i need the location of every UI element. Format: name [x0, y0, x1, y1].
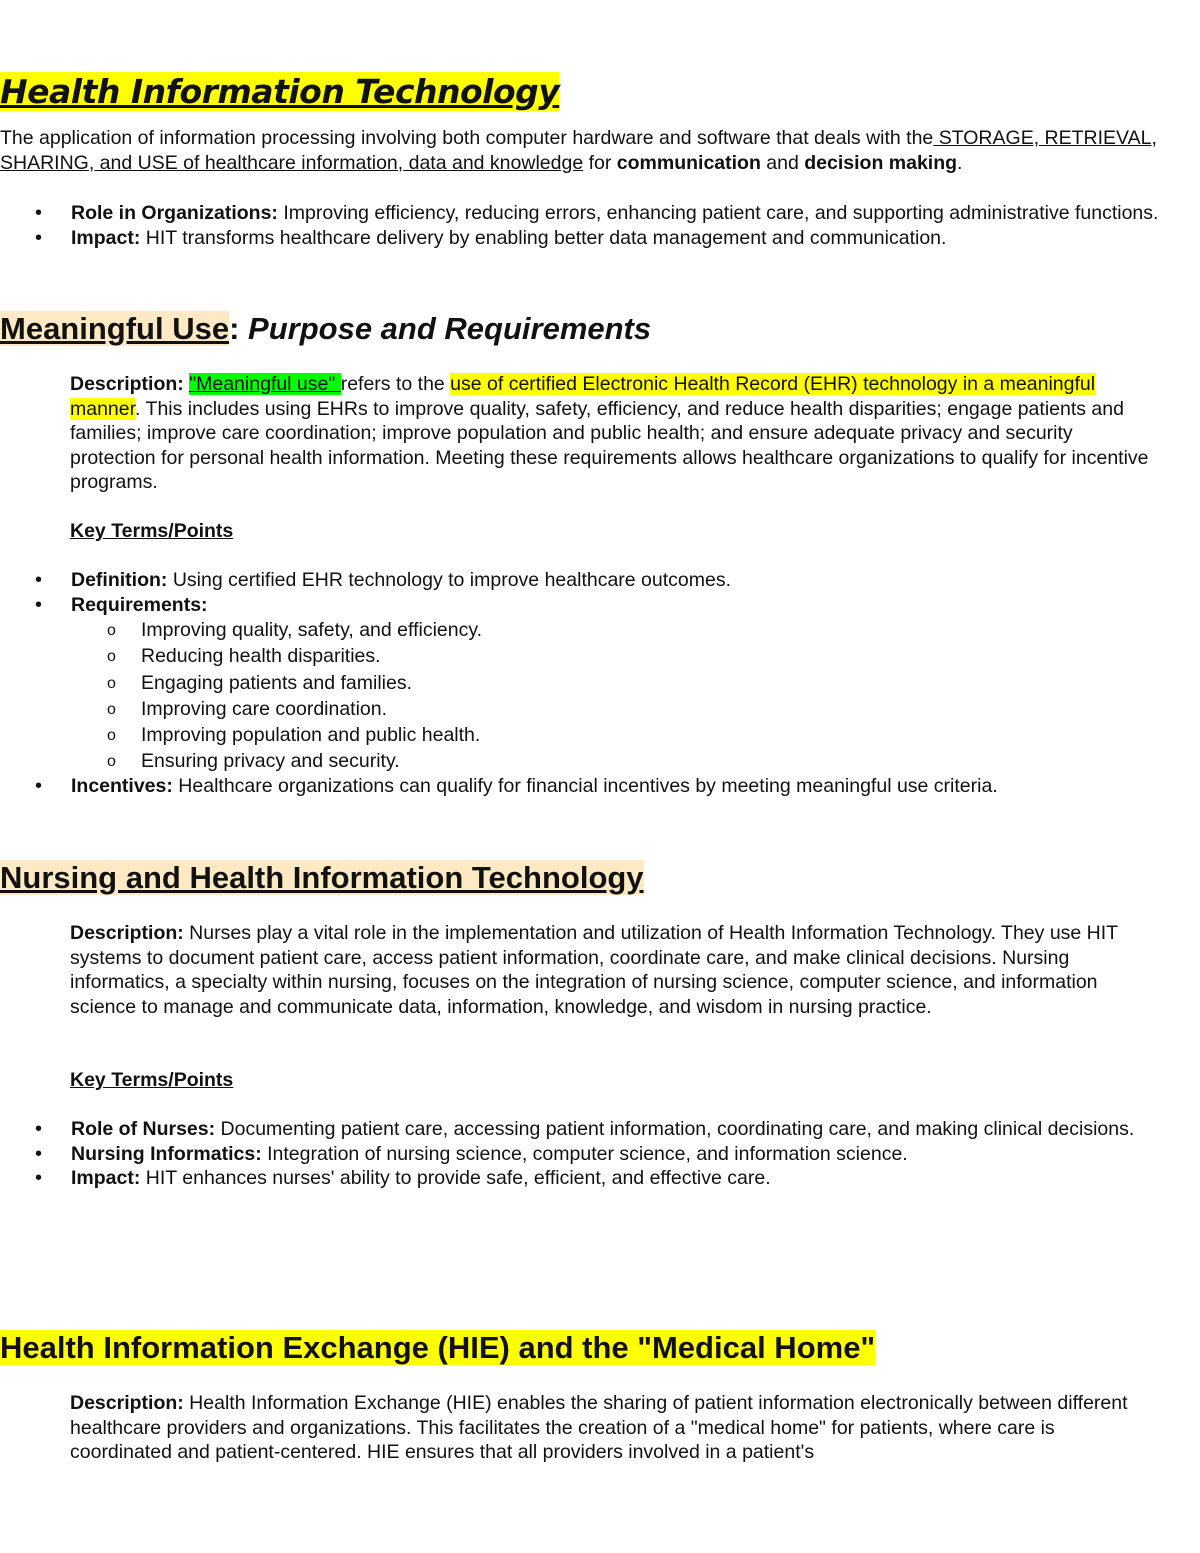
- list-item: [0, 1142, 1160, 1167]
- hit-def-underlined: STORAGE, RETRIEVAL, SHARING, and USE of healthcare information, data and knowledge: [0, 127, 1157, 174]
- desc-text: Nurses play a vital role in the implementation and utilization of Health Information Technology. They use HIT systems to document patient care, access patient information, coordinate care, and make clinical decisions. Nursing informatics, a specialty within nursing, focuses on the integration of nursing science, computer science, and information science to manage and communicate data, information, knowledge, and wisdom in nursing practice.: [70, 922, 1118, 1018]
- sub-item-text: Improving population and public health.: [141, 724, 481, 746]
- hit-definition: [0, 126, 1160, 175]
- key-terms-heading-mu: [70, 520, 1160, 543]
- bullet-text: HIT enhances nurses' ability to provide safe, efficient, and effective care.: [140, 1167, 771, 1190]
- list-item: [0, 774, 1160, 799]
- title-part-1: Meaningful Use: [0, 311, 230, 346]
- hit-def-and: and: [760, 151, 805, 174]
- section-hit-heading-wrap: [0, 70, 559, 114]
- sub-item-text: Reducing health disparities.: [141, 645, 381, 668]
- section-hie-heading-wrap: [0, 1328, 875, 1368]
- hit-def-for: for: [583, 151, 617, 174]
- bullet-label: Requirements:: [71, 593, 208, 616]
- bullet-label: Nursing Informatics:: [71, 1142, 262, 1165]
- bullet-glyph: •: [35, 775, 43, 798]
- bullet-text: Documenting patient care, accessing patient information, coordinating care, and making clinical decisions.: [215, 1118, 1135, 1140]
- sub-list-item: [0, 696, 1160, 722]
- section-meaningful-use-heading-wrap: [0, 309, 651, 349]
- bullet-label: Impact:: [71, 1167, 141, 1190]
- desc-text: Health Information Exchange (HIE) enables the sharing of patient information electronically between different healthcare providers and organizations. This facilitates the creation of a "medical home" for patients, where care is coordinated and patient-centered. HIE ensures that all providers involved in a patient's: [70, 1392, 1128, 1464]
- hit-def-start: The application of information processing involving both computer hardware and software that deals with the: [0, 127, 934, 149]
- bullet-glyph: •: [35, 202, 43, 224]
- sub-item-text: Ensuring privacy and security.: [141, 750, 400, 773]
- bullet-label: Incentives:: [71, 775, 173, 798]
- desc-label: Description:: [70, 373, 184, 395]
- desc-rest: . This includes using EHRs to improve quality, safety, efficiency, and reduce health disparities; engage patients and families; improve care coordination; improve population and public health; and ensure adequate privacy and security protection for personal health information. Meeting these requirements allows healthcare organizations to qualify for incentive programs.: [70, 397, 1149, 494]
- sub-bullet-glyph: o: [107, 674, 116, 692]
- highlight-green-term: "Meaningful use": [189, 373, 341, 395]
- hit-def-decision: decision making: [804, 151, 958, 174]
- sub-bullet-glyph: o: [107, 648, 116, 666]
- bullet-text: Healthcare organizations can qualify for financial incentives by meeting meaningful use criteria.: [172, 775, 998, 798]
- section-title-hie: Health Information Exchange (HIE) and the "Medical Home": [0, 1330, 876, 1365]
- sub-item-text: Improving quality, safety, and efficiency.: [141, 619, 483, 642]
- list-item: [0, 1117, 1160, 1142]
- section-title-nursing: Nursing and Health Information Technology: [0, 860, 644, 895]
- section-nursing-heading-wrap: [0, 858, 644, 898]
- mu-bullet-list: [0, 568, 1160, 799]
- desc-label: Description:: [70, 1392, 184, 1414]
- list-item: [0, 1166, 1160, 1191]
- bullet-text: Integration of nursing science, computer science, and information science.: [261, 1142, 908, 1165]
- bullet-label: Impact:: [71, 226, 141, 249]
- list-item: [0, 568, 1160, 593]
- hie-description: [70, 1391, 1160, 1465]
- sub-bullet-glyph: o: [107, 727, 116, 744]
- bullet-glyph: •: [35, 569, 43, 591]
- sub-bullet-glyph: o: [107, 622, 116, 640]
- bullet-label: Role of Nurses:: [71, 1118, 216, 1140]
- highlight-yellow-phrase: use of certified Electronic Health Record (EHR) technology in a meaningful manner: [70, 373, 1096, 420]
- section-title-hit: Health Information Technology: [0, 72, 560, 111]
- list-item: [0, 201, 1160, 226]
- sub-item-text: Improving care coordination.: [141, 697, 388, 720]
- sub-bullet-glyph: o: [107, 753, 116, 771]
- bullet-glyph: •: [35, 1142, 43, 1165]
- hit-def-end: .: [957, 151, 963, 174]
- bullet-text: HIT transforms healthcare delivery by enabling better data management and communication.: [140, 226, 947, 249]
- key-terms-label: Key Terms/Points: [70, 1069, 234, 1091]
- bullet-glyph: •: [35, 593, 43, 616]
- nursing-bullet-list: [0, 1117, 1160, 1191]
- bullet-label: Role in Organizations:: [71, 202, 278, 224]
- nursing-description: [70, 921, 1160, 1019]
- sub-list-item: [0, 617, 1160, 643]
- bullet-text: Improving efficiency, reducing errors, enhancing patient care, and supporting administrative functions.: [277, 202, 1159, 224]
- sub-item-text: Engaging patients and families.: [141, 671, 413, 694]
- key-terms-label: Key Terms/Points: [70, 520, 234, 542]
- meaningful-use-description: [70, 372, 1160, 495]
- bullet-glyph: •: [35, 1167, 43, 1190]
- hit-def-communication: communication: [616, 151, 761, 174]
- desc-mid: refers to the: [340, 373, 451, 395]
- sub-list-item: [0, 748, 1160, 774]
- title-colon: :: [229, 311, 249, 346]
- desc-label: Description:: [70, 922, 184, 944]
- sub-list-item: [0, 643, 1160, 669]
- sub-bullet-glyph: o: [107, 700, 116, 718]
- bullet-glyph: •: [35, 1118, 43, 1140]
- bullet-text: Using certified EHR technology to improve healthcare outcomes.: [167, 569, 732, 591]
- list-item: [0, 593, 1160, 618]
- key-terms-heading-nursing: [70, 1069, 1160, 1092]
- sub-list-item: [0, 670, 1160, 696]
- bullet-label: Definition:: [71, 569, 168, 591]
- sub-list-item: [0, 722, 1160, 748]
- hit-bullet-list: [0, 201, 1160, 250]
- bullet-glyph: •: [35, 226, 43, 249]
- list-item: [0, 226, 1160, 251]
- section-title-meaningful-use: [0, 311, 651, 346]
- title-part-2: Purpose and Requirements: [248, 311, 652, 346]
